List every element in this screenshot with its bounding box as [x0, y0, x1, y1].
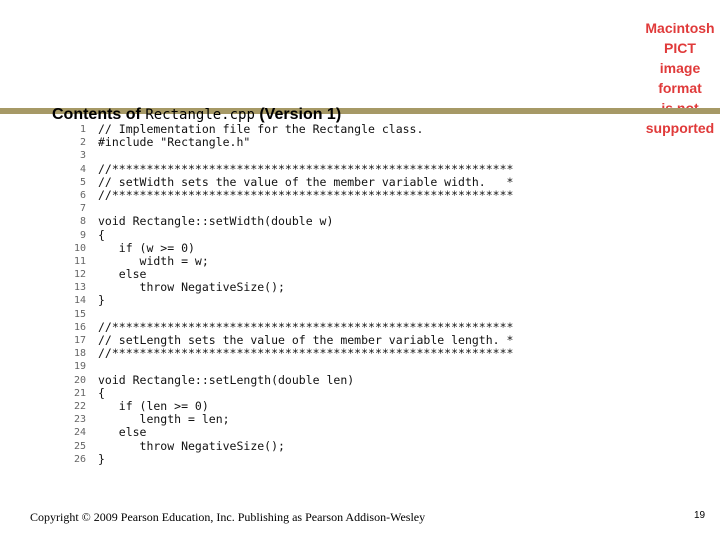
code-text: void Rectangle::setLength(double len) [98, 372, 355, 387]
code-text: //********************************************************** [98, 319, 514, 334]
line-number: 11 [73, 255, 86, 267]
copyright-footer: Copyright © 2009 Pearson Education, Inc. Publishing as Pearson Addison-Wesley [30, 510, 426, 524]
line-number: 5 [79, 176, 86, 188]
code-line [60, 426, 520, 439]
line-number: 17 [73, 335, 86, 346]
placeholder-line: Macintosh PICT [645, 20, 715, 56]
line-number: 4 [79, 163, 86, 175]
line-number: 9 [79, 229, 86, 241]
code-text: throw NegativeSize(); [98, 280, 285, 295]
line-number: 15 [73, 308, 86, 320]
code-line [60, 360, 520, 373]
code-text: width = w; [98, 253, 209, 268]
code-text: throw NegativeSize(); [98, 438, 285, 453]
code-text: { [98, 385, 105, 400]
code-line [60, 242, 520, 255]
code-line [60, 281, 520, 294]
code-text: else [98, 425, 147, 440]
line-number: 13 [73, 282, 86, 294]
code-text: } [98, 293, 105, 308]
code-text: //********************************************************** [98, 346, 514, 361]
code-text [98, 360, 520, 373]
code-text: else [98, 267, 147, 282]
line-number: 12 [73, 269, 86, 281]
placeholder-line: supported [645, 120, 715, 136]
line-number: 22 [73, 400, 86, 412]
line-number: 1 [79, 124, 86, 135]
unsupported-image-placeholder [640, 18, 720, 138]
code-text: // Implementation file for the Rectangle class. [98, 122, 424, 136]
line-number: 2 [79, 137, 86, 149]
line-number: 25 [73, 440, 86, 452]
code-line [60, 136, 520, 149]
placeholder-line: image format [658, 60, 702, 96]
line-number: 7 [79, 203, 86, 215]
line-number: 21 [73, 387, 86, 399]
code-line [60, 387, 520, 400]
line-number: 20 [73, 374, 86, 386]
line-number: 16 [73, 321, 86, 333]
code-line [60, 440, 520, 453]
code-line [60, 163, 520, 176]
code-text: // setLength sets the value of the member variable length. * [98, 333, 514, 347]
code-text: // setWidth sets the value of the member variable width. * [98, 174, 514, 189]
code-text: #include "Rectangle.h" [98, 135, 251, 150]
code-text: { [98, 227, 105, 242]
line-number: 6 [79, 189, 86, 201]
title-filename: Rectangle.cpp [145, 107, 255, 123]
code-line [60, 374, 520, 387]
code-text [98, 308, 520, 321]
code-line [60, 229, 520, 242]
line-number: 10 [73, 242, 86, 254]
code-line [60, 308, 520, 321]
line-number: 8 [79, 216, 86, 228]
code-text: //********************************************************** [98, 161, 514, 176]
code-line [60, 453, 520, 466]
line-number: 3 [79, 150, 86, 162]
line-number: 26 [73, 453, 86, 465]
code-text: length = len; [98, 412, 230, 427]
code-line [60, 347, 520, 360]
code-line [60, 215, 520, 228]
line-number: 24 [73, 427, 86, 439]
code-text: if (w >= 0) [98, 240, 195, 255]
line-number: 14 [73, 295, 86, 307]
code-text: if (len >= 0) [98, 398, 209, 413]
code-text: //********************************************************** [98, 187, 514, 202]
line-number: 19 [73, 361, 86, 373]
line-number: 18 [73, 348, 86, 360]
code-text [98, 149, 520, 162]
line-number: 23 [73, 414, 86, 426]
title-suffix: (Version 1) [254, 106, 342, 123]
code-line [60, 149, 520, 162]
code-text: void Rectangle::setWidth(double w) [98, 214, 334, 229]
title-prefix: Contents of [52, 106, 146, 123]
page-number: 19 [694, 510, 706, 521]
code-line [60, 294, 520, 307]
code-listing [60, 123, 520, 466]
code-text: } [98, 451, 105, 466]
code-line [60, 176, 520, 189]
code-line [60, 189, 520, 202]
